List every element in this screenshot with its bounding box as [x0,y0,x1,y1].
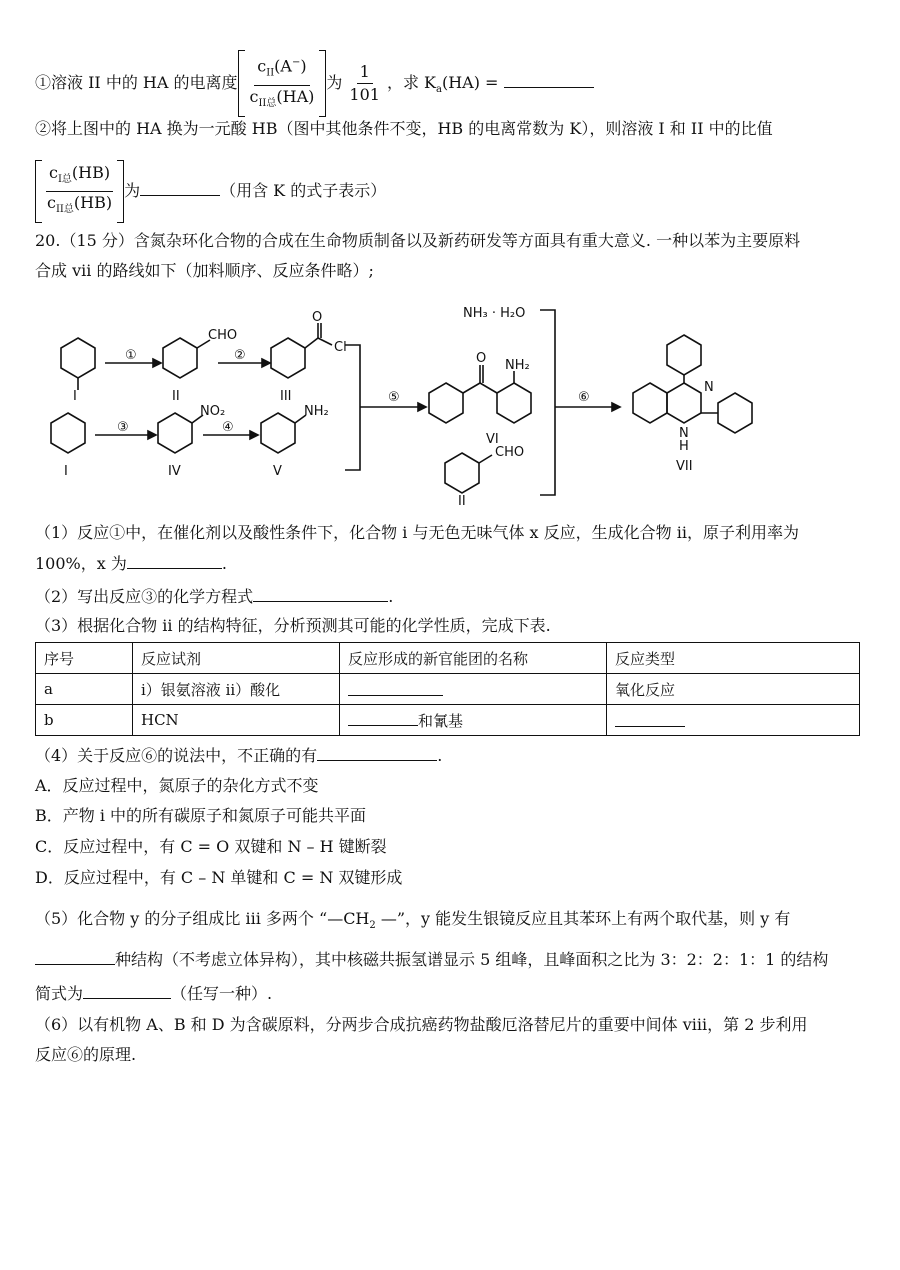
q20-p5-line1: （5）化合物 y 的分子组成比 iii 多两个 “$—CH_2$ —”，y 能发生银镜反应且其苯环上有两个取代基，则 y 有 [35,909,791,932]
reagent-ammonia: NH₃ · H₂O [463,306,526,321]
q20-p1-line2: 100%，x 为 . [35,554,227,573]
q19-part2-line1: ②将上图中的 HA 换为一元酸 HB（图中其他条件不变，HB 的电离常数为 K），则溶液 I 和 II 中的比值 [35,119,773,138]
properties-table [35,642,860,736]
q19-part1: ①溶液 II 中的 HA 的电离度 $\frac{c_{II}(A^-)}{c_{II总}(HA)}$ 为 $\frac{1}{101}$ ，求 $K_a(HA)$ = [35,50,594,117]
table-row [36,674,860,705]
answer-blank-ratio[interactable] [140,179,220,196]
answer-blank-p4[interactable] [317,744,437,761]
group-cho-bottom: CHO [495,445,525,460]
reagent-bracket [540,310,555,495]
q19-part2-fraction: $\frac{c_{I总}(HB)}{c_{II总}(HB)}$ [47,163,113,216]
ring-vii-n [667,383,701,423]
option-d: D．反应过程中，有 C – N 单键和 C = N 双键形成 [35,868,403,887]
step-1: ① [125,348,137,363]
label-iv: IV [168,464,181,479]
table-header: 反应试剂 [133,643,340,674]
q19-part2-bracket [35,160,124,223]
benzene-vii-fused [633,383,667,423]
benzene-vi-left [429,383,463,423]
benzene-ii-bottom [445,453,479,493]
label-iii: III [280,389,292,404]
option-b: B．产物 i 中的所有碳原子和氮原子可能共平面 [35,806,367,825]
table-cell-id: b [36,705,133,736]
group-o-iii: O [312,310,323,325]
label-i-bottom: I [64,464,68,479]
label-v: V [273,464,282,479]
bond-iii-carbonyl [305,338,318,348]
q20-p6-line2: 反应⑥的原理. [35,1045,137,1064]
atom-n2: N [679,426,689,441]
benzene-i-bottom [51,413,85,453]
label-i-top: I [73,389,77,404]
label-ii-top: II [172,389,180,404]
benzene-iv [158,413,192,453]
table-cell-reagent: i）银氨溶液 ii）酸化 [133,674,340,705]
answer-blank-x[interactable] [127,552,222,569]
group-nh2-vi: NH₂ [505,358,530,373]
benzene-i-top [61,338,95,378]
benzene-vii-right [718,393,752,433]
step-3: ③ [117,420,129,435]
benzene-vi-right [497,383,531,423]
q19-part1-bracket [238,50,327,117]
q19-part1-fraction: $\frac{c_{II}(A^-)}{c_{II总}(HA)}$ [247,52,318,115]
table-header-row [36,643,860,674]
step-5: ⑤ [388,390,400,405]
answer-blank-ka[interactable] [504,71,594,88]
group-nh2-v: NH₂ [304,404,329,419]
merge-bracket [345,345,360,470]
benzene-ii-top [163,338,197,378]
q20-p6-line1: （6）以有机物 A、B 和 D 为含碳原料，分两步合成抗癌药物盐酸厄洛替尼片的重要中间体 viii，第 2 步利用 [35,1015,808,1034]
step-2: ② [234,348,246,363]
table-header: 序号 [36,643,133,674]
benzene-v [261,413,295,453]
step-4: ④ [222,420,234,435]
option-c: C．反应过程中，有 C = O 双键和 N – H 键断裂 [35,837,387,856]
table-header: 反应形成的新官能团的名称 [340,643,607,674]
benzene-iii [271,338,305,378]
answer-blank-group-a[interactable] [348,679,443,696]
label-vi: VI [486,432,499,447]
table-header: 反应类型 [607,643,860,674]
q20-p2: （2）写出反应③的化学方程式 . [35,587,394,606]
table-cell-reagent: HCN [133,705,340,736]
table-cell-group: 和氰基 [340,705,607,736]
answer-blank-type-b[interactable] [615,710,685,727]
q20-intro-line1: 20.（15 分）含氮杂环化合物的合成在生命物质制备以及新药研发等方面具有重大意义. 一种以苯为主要原料 [35,231,801,250]
ch2-group: $—CH_2$ — [327,909,397,932]
q20-p4: （4）关于反应⑥的说法中，不正确的有 . [35,746,443,765]
q20-p1-line1: （1）反应①中，在催化剂以及酸性条件下，化合物 i 与无色无味气体 x 反应，生成化合物 ii，原子利用率为 [35,523,799,542]
group-o-vi: O [476,351,487,366]
step-6: ⑥ [578,390,590,405]
q20-p5-line3: 简式为 （任写一种）. [35,984,273,1003]
q20-intro-line2: 合成 vii 的路线如下（加料顺序、反应条件略）; [35,261,374,280]
atom-h: H [679,439,689,454]
answer-blank-structure[interactable] [83,982,171,999]
table-row [36,705,860,736]
answer-blank-count[interactable] [35,948,115,965]
reaction-scheme [0,295,900,505]
answer-blank-equation[interactable] [253,585,388,602]
table-cell-id: a [36,674,133,705]
atom-n1: N [704,380,714,395]
answer-blank-group-b[interactable] [348,709,418,726]
label-vii: VII [676,459,693,474]
q19-part2-line2: $\frac{c_{I总}(HB)}{c_{II总}(HB)}$ 为 （用含 K 的式子表示） [35,160,386,223]
table-cell-type: 氧化反应 [607,674,860,705]
q20-p3: （3）根据化合物 ii 的结构特征，分析预测其可能的化学性质，完成下表. [35,616,551,635]
table-cell-group [340,674,607,705]
group-cl: Cl [334,340,347,355]
benzene-vii-top [667,335,701,375]
label-ii-bottom: II [458,494,466,505]
group-cho: CHO [208,328,238,343]
option-a: A．反应过程中，氮原子的杂化方式不变 [35,776,319,795]
table-cell-type [607,705,860,736]
q20-p5-line2: 种结构（不考虑立体异构），其中核磁共振氢谱显示 5 组峰，且峰面积之比为 3：2：2：1：1 的结构 [35,948,828,971]
q19-part1-value: $\frac{1}{101}$ [349,61,380,104]
group-no2: NO₂ [200,404,226,419]
